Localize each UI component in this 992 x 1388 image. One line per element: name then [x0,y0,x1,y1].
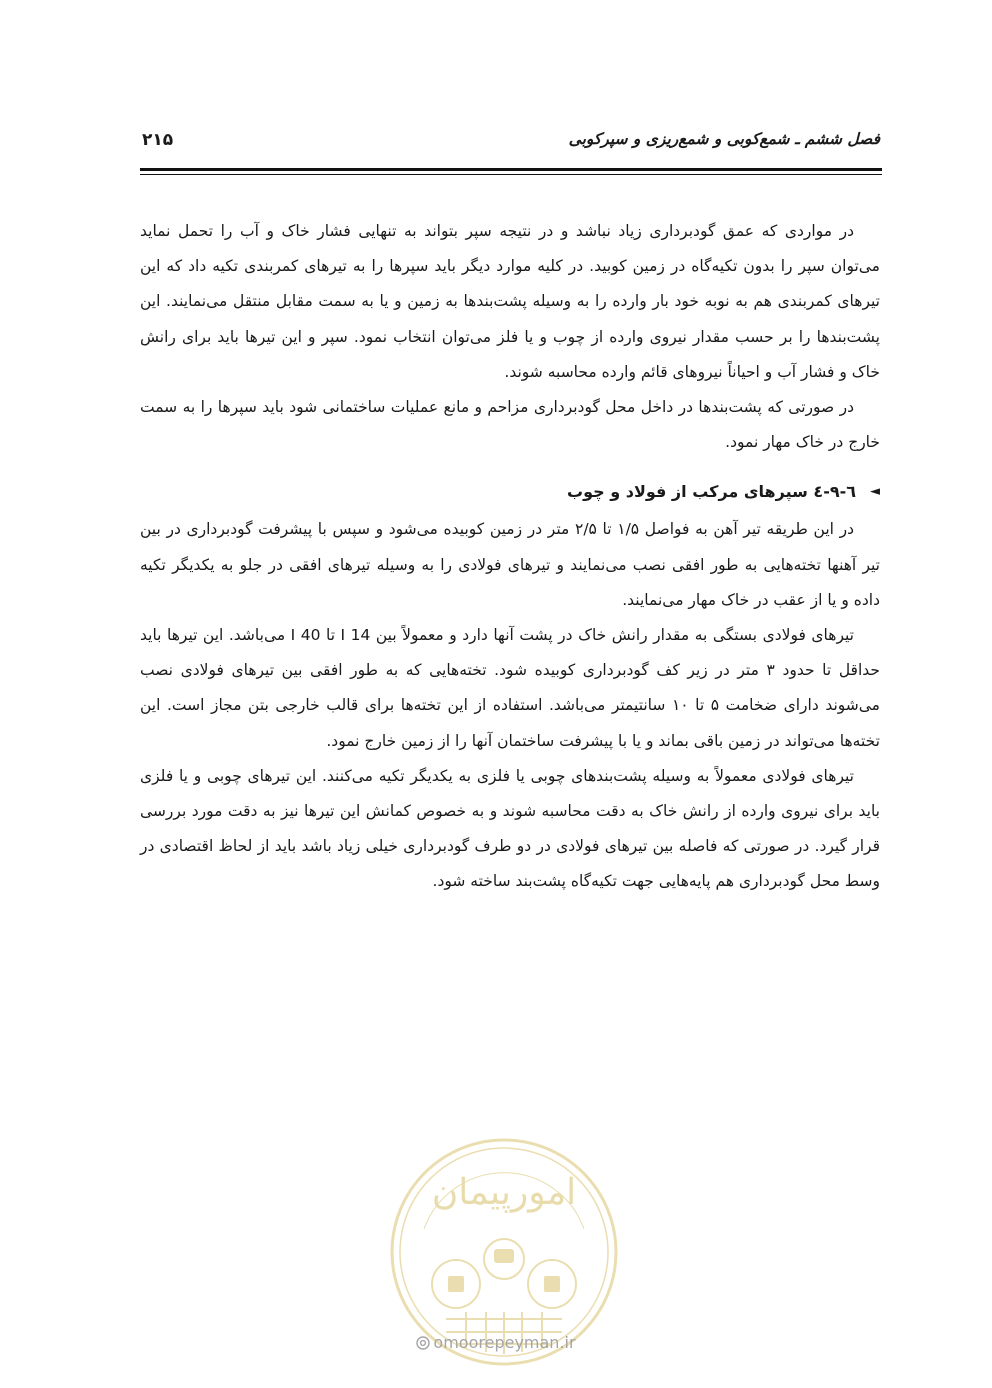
stamp-text: امورپیمان [431,1172,577,1213]
paragraph: تیرهای فولادی بستگی به مقدار رانش خاک در پشت آنها دارد و معمولاً بین I 14 تا I 40 می‌باشد. این تیرها باید حداقل تا حدود ۳ متر در زیر کف گودبرداری کوبیده شود. تخته‌هایی که به طور افقی بین تیرهای فولادی نصب می‌شوند دارای ضخامت ۵ تا ۱۰ سانتیمتر می‌باشد. استفاده از این تخته‌ها برای قالب خارجی بتن مجاز است. این تخته‌ها می‌تواند در زمین باقی بماند و یا با پیشرفت ساختمان آنها را از زمین خارج نمود. [140,626,880,750]
chapter-title: فصل ششم ـ شمع‌کوبی و شمع‌ریزی و سپرکوبی [568,130,880,148]
paragraph: در صورتی که پشت‌بندها در داخل محل گودبرداری مزاحم و مانع عملیات ساختمانی شود باید سپرها را به سمت خارج در خاک مهار نمود. [140,398,880,452]
paragraph: در مواردی که عمق گودبرداری زیاد نباشد و در نتیجه سپر بتواند به تنهایی فشار خاک و آب را تحمل نماید می‌توان سپر را بدون تکیه‌گاه در زمین کوبید. در کلیه موارد دیگر باید سپرها را به تیرهای کمربندی تکیه داد که این تیرهای کمربندی هم به نوبه خود بار وارده را به وسیله پشت‌بندها به زمین و یا به سمت مقابل منتقل می‌نمایند. این پشت‌بندها را بر حسب مقدار نیروی وارده از چوب و یا فلز می‌توان انتخاب نمود. سپر و این تیرها باید برای رانش خاک و فشار آب و احیاناً نیروهای قائم وارده محاسبه شوند. [140,222,880,381]
header-rule-thick [140,168,882,171]
paragraph: تیرهای فولادی معمولاً به وسیله پشت‌بندهای چوبی یا فلزی به یکدیگر تکیه می‌کنند. این تیرهای چوبی و یا فلزی باید برای نیروی وارده از رانش خاک به دقت محاسبه شوند و به خصوص کمانش این تیرها نیز به دقت مورد بررسی قرار گیرد. در صورتی که فاصله بین تیرهای فولادی در دو طرف گودبرداری خیلی زیاد باشد باید از لحاظ اقتصادی در وسط محل گودبرداری هم پایه‌هایی جهت تکیه‌گاه پشت‌بند ساخته شود. [140,766,880,891]
watermark-url: omoorepeyman.ir [433,1333,576,1352]
section-header [140,480,880,504]
triangle-bullet-icon: ◄ [870,484,880,500]
body-text [140,214,880,900]
section-heading: ٦-٩-٤ سپرهای مرکب از فولاد و چوب [567,482,856,502]
page-number: ۲۱۵ [142,130,174,150]
paragraph: در این طریقه تیر آهن به فواصل ۱/۵ تا ۲/۵ متر در زمین کوبیده می‌شود و سپس با پیشرفت گودبرداری در بین تیر آهنها تخته‌هایی به طور افقی نصب می‌نمایند و تیرهای فولادی را به وسیله تیرهای افقی در جلو به یکدیگر تکیه داده و یا از عقب در خاک مهار می‌نمایند. [140,520,880,609]
watermark [0,1333,992,1352]
page-header [142,126,880,160]
header-rule-thin [140,174,882,175]
at-sign-icon [416,1336,430,1350]
